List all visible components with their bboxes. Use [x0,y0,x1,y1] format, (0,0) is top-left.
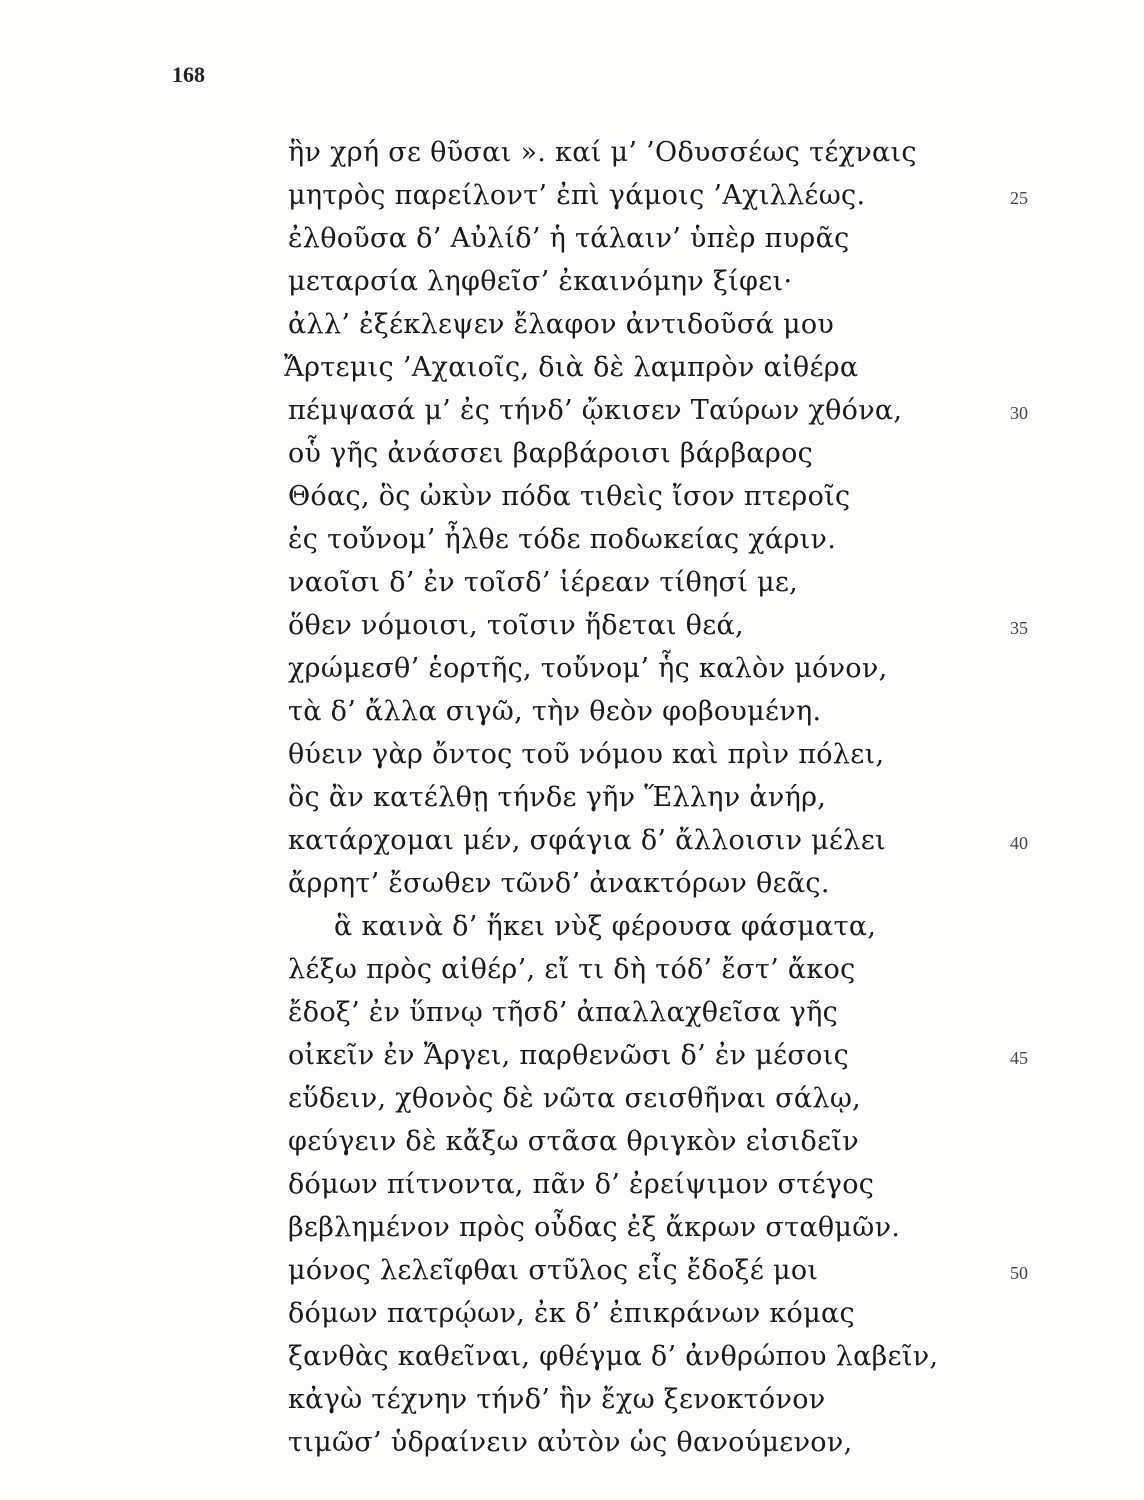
verse-line: εὕδειν, χθονὸς δὲ νῶτα σεισθῆναι σάλῳ, [288,1083,862,1114]
verse-line: δόμων πίτνοντα, πᾶν δ’ ἐρείψιμον στέγος [288,1169,875,1200]
line-number: 45 [1010,1048,1028,1068]
line-number: 35 [1010,618,1028,638]
verse-line: λέξω πρὸς αἰθέρ’, εἴ τι δὴ τόδ’ ἔστ’ ἄκος [288,954,856,985]
line-number: 50 [1010,1263,1028,1283]
line-number: 30 [1010,403,1028,423]
verse-line: μόνος λελεῖφθαι στῦλος εἷς ἔδοξέ μοι [288,1255,819,1286]
verse-line: ξανθὰς καθεῖναι, φθέγμα δ’ ἀνθρώπου λαβεῖν, [288,1341,939,1372]
verse-line: μεταρσία ληφθεῖσ’ ἐκαινόμην ξίφει· [288,266,793,297]
verse-line: ναοῖσι δ’ ἐν τοῖσδ’ ἱέρεαν τίθησί με, [288,567,799,598]
verse-line: τὰ δ’ ἄλλα σιγῶ, τὴν θεὸν φοβουμένη. [288,696,822,727]
verse-line: μητρὸς παρείλοντ’ ἐπὶ γάμοις ’Αχιλλέως. [288,180,866,211]
verse-line: ἄρρητ’ ἔσωθεν τῶνδ’ ἀνακτόρων θεᾶς. [288,868,830,899]
line-number: 25 [1010,188,1028,208]
verse-line: ἐλθοῦσα δ’ Αὐλίδ’ ἡ τάλαιν’ ὑπὲρ πυρᾶς [288,223,850,254]
verse-line: ἣν χρή σε θῦσαι ». καί μ’ ’Οδυσσέως τέχναις [288,137,917,168]
verse-line: κατάρχομαι μέν, σφάγια δ’ ἄλλοισιν μέλει [288,825,886,856]
verse-line: δόμων πατρῴων, ἐκ δ’ ἐπικράνων κόμας [288,1298,855,1329]
verse-line: ὅθεν νόμοισι, τοῖσιν ἥδεται θεά, [288,610,744,641]
verse-line: χρώμεσθ’ ἑορτῆς, τοὔνομ’ ἧς καλὸν μόνον, [288,653,888,684]
verse-line: ἐς τοὔνομ’ ἦλθε τόδε ποδωκείας χάριν. [288,524,837,555]
verse-line: τιμῶσ’ ὑδραίνειν αὐτὸν ὡς θανούμενον, [288,1427,853,1458]
verse-line: θύειν γὰρ ὄντος τοῦ νόμου καὶ πρὶν πόλει, [288,739,885,770]
verse-line: Ἄρτεμις ’Αχαιοῖς, διὰ δὲ λαμπρὸν αἰθέρα [284,352,859,383]
verse-line: ἔδοξ’ ἐν ὕπνῳ τῆσδ’ ἀπαλλαχθεῖσα γῆς [288,997,838,1028]
verse-line: οἰκεῖν ἐν Ἄργει, παρθενῶσι δ’ ἐν μέσοις [288,1040,849,1071]
verse-line: φεύγειν δὲ κἄξω στᾶσα θριγκὸν εἰσιδεῖν [288,1126,859,1157]
verse-line: ἀλλ’ ἐξέκλεψεν ἔλαφον ἀντιδοῦσά μου [288,309,835,340]
verse-line: ἃ καινὰ δ’ ἥκει νὺξ φέρουσα φάσματα, [334,911,877,942]
verse-line: ὃς ἂν κατέλθῃ τήνδε γῆν Ἕλλην ἀνήρ, [288,782,827,813]
page-number: 168 [172,62,205,87]
line-number: 40 [1010,833,1028,853]
verse-line: βεβλημένον πρὸς οὖδας ἐξ ἄκρων σταθμῶν. [288,1212,901,1243]
verse-line: πέμψασά μ’ ἐς τήνδ’ ᾤκισεν Ταύρων χθόνα, [288,395,903,426]
verse-line: κἀγὼ τέχνην τήνδ’ ἣν ἔχω ξενοκτόνον [288,1384,826,1415]
verse-line: οὗ γῆς ἀνάσσει βαρβάροισι βάρβαρος [288,438,814,469]
verse-line: Θόας, ὃς ὠκὺν πόδα τιθεὶς ἴσον πτεροῖς [288,481,851,512]
